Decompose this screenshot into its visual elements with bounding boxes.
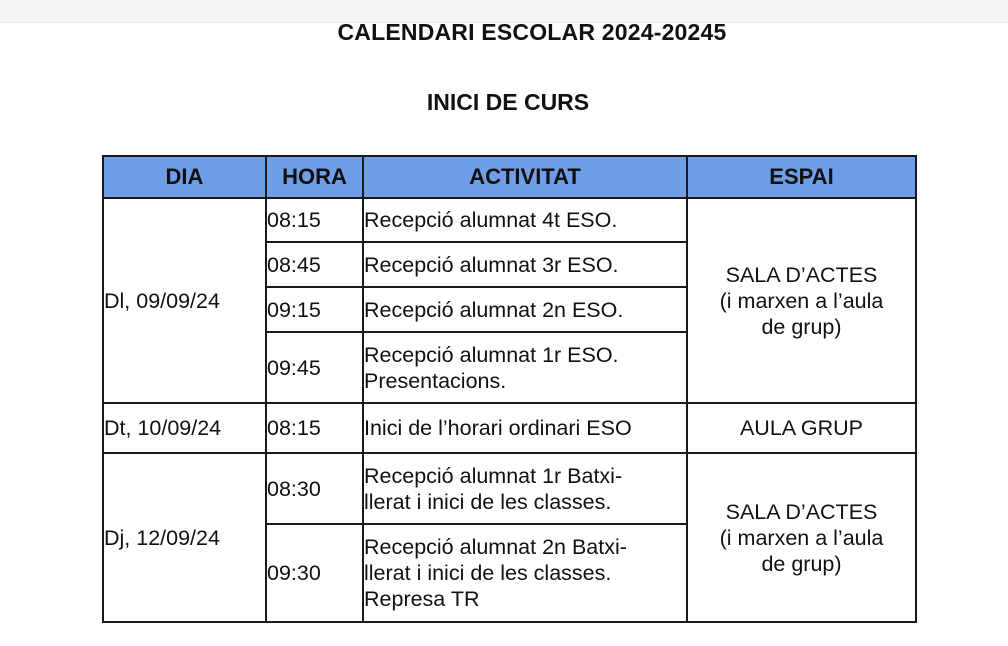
- header-activitat: ACTIVITAT: [363, 156, 687, 198]
- activity-line: Recepció alumnat 1r Batxi-: [364, 463, 623, 488]
- time-cell: 09:15: [266, 287, 363, 332]
- activity-cell: [363, 524, 687, 622]
- space-line: SALA D’ACTES: [725, 499, 878, 524]
- time-cell: 09:45: [266, 332, 363, 403]
- activity-cell: [363, 332, 687, 403]
- space-line: SALA D’ACTES: [725, 262, 878, 287]
- document-title: CALENDARI ESCOLAR 2024-20245: [337, 19, 727, 45]
- header-hora: HORA: [266, 156, 363, 198]
- header-dia: DIA: [103, 156, 266, 198]
- day-cell: Dt, 10/09/24: [103, 403, 266, 453]
- time-cell: 08:45: [266, 242, 363, 287]
- space-cell: [687, 198, 916, 403]
- schedule-table: [102, 155, 917, 623]
- activity-cell: Inici de l’horari ordinari ESO: [363, 403, 687, 453]
- table-row: [103, 403, 916, 453]
- activity-line: Recepció alumnat 1r ESO.: [364, 342, 619, 367]
- space-line: de grup): [761, 314, 842, 339]
- time-cell: 09:30: [266, 524, 363, 622]
- activity-line: llerat i inici de les classes.: [364, 489, 612, 514]
- space-line: (i marxen a l’aula: [719, 525, 884, 550]
- space-cell: [687, 453, 916, 622]
- day-cell: Dj, 12/09/24: [103, 453, 266, 622]
- space-cell: AULA GRUP: [687, 403, 916, 453]
- time-cell: 08:30: [266, 453, 363, 524]
- time-cell: 08:15: [266, 403, 363, 453]
- activity-line: Recepció alumnat 2n Batxi-: [364, 535, 627, 559]
- space-line: (i marxen a l’aula: [719, 288, 884, 313]
- table-header-row: [103, 156, 916, 198]
- activity-line: llerat i inici de les classes.: [364, 561, 612, 585]
- space-line: de grup): [761, 551, 842, 576]
- day-cell: Dl, 09/09/24: [103, 198, 266, 403]
- activity-cell: Recepció alumnat 4t ESO.: [363, 198, 687, 242]
- time-cell: 08:15: [266, 198, 363, 242]
- activity-cell: [363, 453, 687, 524]
- table-row: [103, 453, 916, 524]
- document-subtitle: INICI DE CURS: [426, 89, 590, 115]
- activity-cell: Recepció alumnat 3r ESO.: [363, 242, 687, 287]
- activity-line: Represa TR: [364, 587, 480, 611]
- table-row: [103, 198, 916, 242]
- activity-cell: Recepció alumnat 2n ESO.: [363, 287, 687, 332]
- header-espai: ESPAI: [687, 156, 916, 198]
- activity-line: Presentacions.: [364, 368, 507, 393]
